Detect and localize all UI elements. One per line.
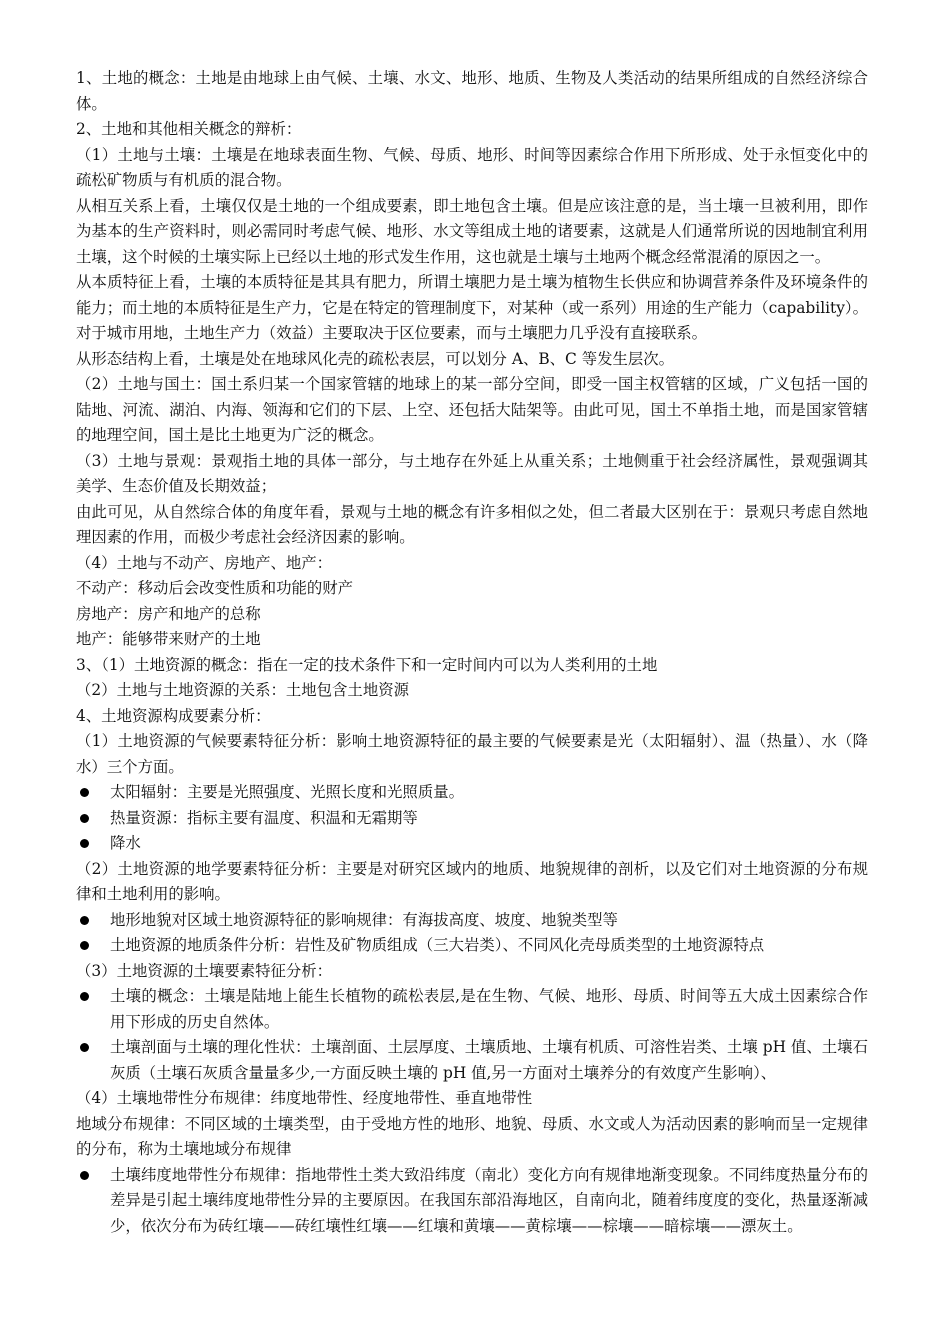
bullet-icon: [80, 916, 89, 925]
paragraph-land-resource-concept: 3、（1）土地资源的概念：指在一定的技术条件下和一定时间内可以为人类利用的土地: [76, 655, 658, 674]
bullet-text: 土地资源的地质条件分析：岩性及矿物质组成（三大岩类）、不同风化壳母质类型的土地资源特点: [110, 936, 765, 954]
paragraph-related-concepts-heading: 2、土地和其他相关概念的辩析：: [76, 120, 302, 138]
bullet-item: [76, 780, 868, 806]
bullet-icon: [80, 814, 89, 823]
bullet-text: 降水: [110, 834, 141, 852]
document-page: [76, 66, 868, 1239]
paragraph-real-estate: 房地产：房产和地产的总称: [76, 604, 261, 623]
bullet-text: 土壤纬度地带性分布规律：指地带性土类大致沿纬度（南北）变化方向有规律地渐变现象。不同纬度热量分布的差异是引起土壤纬度地带性分异的主要原因。在我国东部沿海地区，自南向北，随着纬度度的变化，热量逐渐减少，依次分布为砖红壤——砖红壤性红壤——红壤和黄壤——黄棕壤——棕壤——暗棕壤——漂灰土。: [110, 1165, 868, 1235]
bullet-icon: [80, 1171, 89, 1180]
paragraph-morphology: 从形态结构上看，土壤是处在地球风化壳的疏松表层，可以划分 A、B、C 等发生层次。: [76, 349, 675, 368]
paragraph-essential-characteristics: 从本质特征上看，土壤的本质特征是其具有肥力，所谓土壤肥力是土壤为植物生长供应和协调营养条件及环境条件的能力；而土地的本质特征是生产力，它是在特定的管理制度下，对某种（或一系列）用途的生产能力（capability）。对于城市用地，土地生产力（效益）主要取决于区位要素，而与土壤肥力几乎没有直接联系。: [76, 273, 868, 342]
bullet-item: [76, 1163, 868, 1240]
bullet-icon: [80, 1043, 89, 1052]
bullet-icon: [80, 839, 89, 848]
bullet-icon: [80, 788, 89, 797]
paragraph-zonal-heading: （4）土壤地带性分布规律：纬度地带性、经度地带性、垂直地带性: [76, 1089, 533, 1107]
bullet-icon: [80, 992, 89, 1001]
paragraph-components-heading: 4、土地资源构成要素分析：: [76, 706, 271, 725]
bullet-text: 地形地貌对区域土地资源特征的影响规律：有海拔高度、坡度、地貌类型等: [110, 910, 618, 929]
bullet-text: 土壤剖面与土壤的理化性状：土壤剖面、土层厚度、土壤质地、土壤有机质、可溶性岩类、土壤 pH 值、土壤石灰质（土壤石灰质含量量多少,一方面反映土壤的 pH 值,另一方面对土壤养分的有效度产生影响）、: [110, 1038, 868, 1082]
paragraph-geo-heading: （2）土地资源的地学要素特征分析：主要是对研究区域内的地质、地貌规律的剖析，以及它们对土地资源的分布规律和土地利用的影响。: [76, 859, 868, 903]
paragraph-land-vs-territory: （2）土地与国土：国土系归某一个国家管辖的地球上的某一部分空间，即受一国主权管辖的区域，广义包括一国的陆地、河流、湖泊、内海、领海和它们的下层、上空、还包括大陆架等。由此可见，国土不单指土地，而是国家管辖的地理空间，国土是比土地更为广泛的概念。: [76, 375, 868, 444]
bullet-icon: [80, 941, 89, 950]
bullet-item: [76, 1035, 868, 1086]
paragraph-land-concept: 1、土地的概念：土地是由地球上由气候、土壤、水文、地形、地质、生物及人类活动的结果所组成的自然经济综合体。: [76, 69, 868, 113]
paragraph-climate-heading: （1）土地资源的气候要素特征分析：影响土地资源特征的最主要的气候要素是光（太阳辐射）、温（热量）、水（降水）三个方面。: [76, 732, 868, 776]
paragraph-land-vs-soil: （1）土地与土壤：土壤是在地球表面生物、气候、母质、地形、时间等因素综合作用下所形成、处于永恒变化中的疏松矿物质与有机质的混合物。: [76, 145, 868, 189]
bullet-text: 热量资源：指标主要有温度、积温和无霜期等: [110, 808, 418, 827]
paragraph-land-resource-relationship: （2）土地与土地资源的关系：土地包含土地资源: [76, 681, 409, 699]
bullet-text: 土壤的概念：土壤是陆地上能生长植物的疏松表层,是在生物、气候、地形、母质、时间等五大成土因素综合作用下形成的历史自然体。: [110, 987, 868, 1031]
paragraph-regional-distribution: 地域分布规律：不同区域的土壤类型，由于受地方性的地形、地貌、母质、水文或人为活动因素的影响而呈一定规律的分布，称为土壤地域分布规律: [76, 1114, 868, 1158]
bullet-item: [76, 806, 868, 832]
bullet-item: [76, 831, 868, 857]
paragraph-real-estate-heading: （4）土地与不动产、房地产、地产：: [76, 553, 333, 572]
bullet-text: 太阳辐射：主要是光照强度、光照长度和光照质量。: [110, 783, 464, 801]
paragraph-land-vs-landscape: （3）土地与景观：景观指土地的具体一部分，与土地存在外延上从重关系；土地侧重于社会经济属性，景观强调其美学、生态价值及长期效益；: [76, 451, 868, 495]
paragraph-soil-heading: （3）土地资源的土壤要素特征分析：: [76, 961, 333, 980]
bullet-item: [76, 984, 868, 1035]
bullet-item: [76, 933, 868, 959]
paragraph-relationship: 从相互关系上看，土壤仅仅是土地的一个组成要素，即土地包含土壤。但是应该注意的是，当土壤一旦被利用，即作为基本的生产资料时，则必需同时考虑气候、地形、水文等组成土地的诸要素，这就是人们通常所说的因地制宜利用土壤，这个时候的土壤实际上已经以土地的形式发生作用，这也就是土壤与土地两个概念经常混淆的原因之一。: [76, 196, 868, 266]
bullet-item: [76, 908, 868, 934]
paragraph-landscape-conclusion: 由此可见，从自然综合体的角度年看，景观与土地的概念有许多相似之处，但二者最大区别在于：景观只考虑自然地理因素的作用，而极少考虑社会经济因素的影响。: [76, 502, 868, 546]
paragraph-land-property: 地产：能够带来财产的土地: [76, 630, 261, 648]
paragraph-immovable-property: 不动产：移动后会改变性质和功能的财产: [76, 579, 354, 597]
